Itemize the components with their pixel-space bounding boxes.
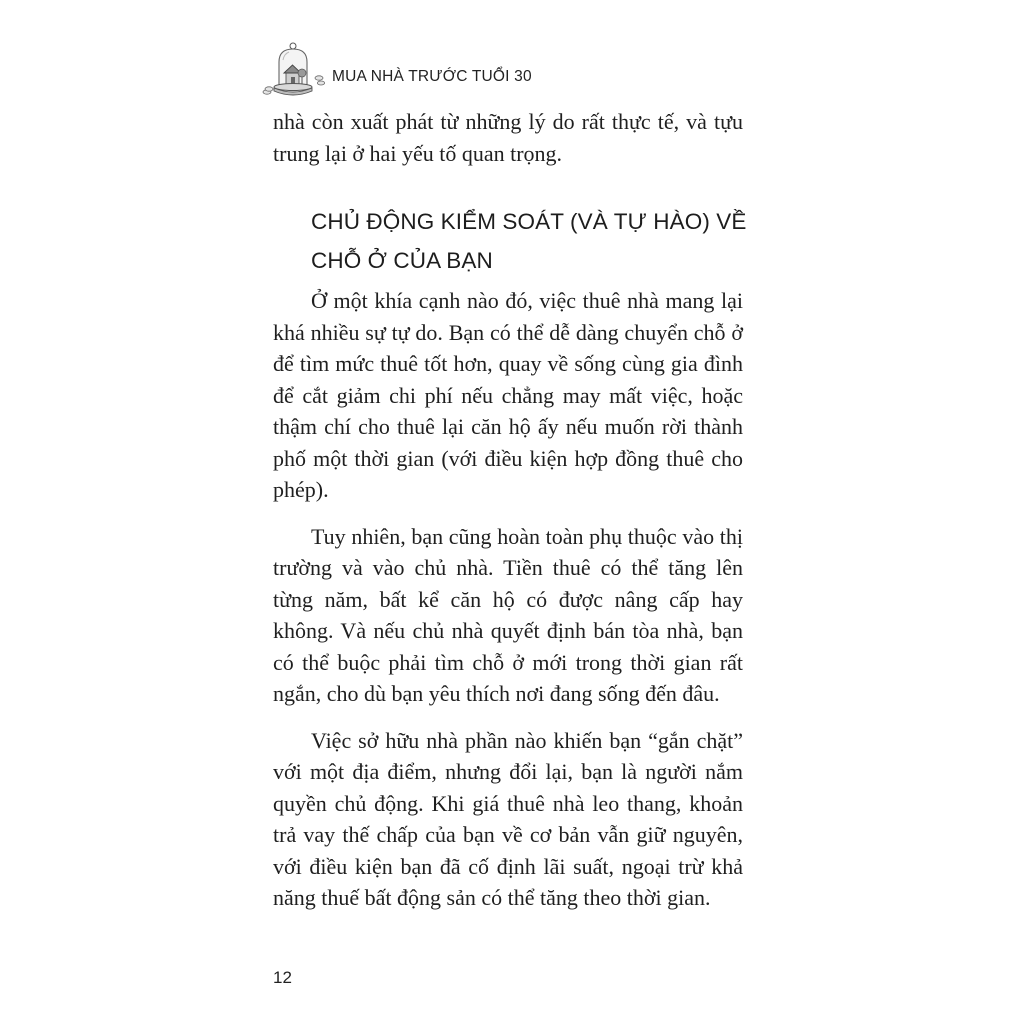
section-body bbox=[273, 285, 743, 929]
intro-paragraph: nhà còn xuất phát từ những lý do rất thực tế, và tựu trung lại ở hai yếu tố quan trọng. bbox=[273, 109, 743, 166]
paragraph: Ở một khía cạnh nào đó, việc thuê nhà mang lại khá nhiều sự tự do. Bạn có thể dễ dàng chuyển chỗ ở để tìm mức thuê tốt hơn, quay về sống cùng gia đình để cắt giảm chi phí nếu chẳng may mất việc, hoặc thậm chí cho thuê lại căn hộ ấy nếu muốn rời thành phố một thời gian (với điều kiện hợp đồng thuê cho phép). bbox=[273, 288, 743, 502]
section-heading: CHỦ ĐỘNG KIỂM SOÁT (VÀ TỰ HÀO) VỀ CHỖ Ở CỦA BẠN bbox=[311, 209, 747, 273]
running-head-title: MUA NHÀ TRƯỚC TUỔI 30 bbox=[332, 68, 532, 85]
running-head bbox=[262, 36, 532, 106]
paragraph: Tuy nhiên, bạn cũng hoàn toàn phụ thuộc vào thị trường và vào chủ nhà. Tiền thuê có thể tăng lên từng năm, bất kể căn hộ có được nâng cấp hay không. Và nếu chủ nhà quyết định bán tòa nhà, bạn có thể buộc phải tìm chỗ ở mới trong thời gian rất ngắn, cho dù bạn yêu thích nơi đang sống đến đâu. bbox=[273, 523, 743, 706]
paragraph: Việc sở hữu nhà phần nào khiến bạn “gắn chặt” với một địa điểm, nhưng đổi lại, bạn là người nắm quyền chủ động. Khi giá thuê nhà leo thang, khoản trả vay thế chấp của bạn về cơ bản vẫn giữ nguyên, với điều kiện bạn đã cố định lãi suất, ngoại trừ khả năng thuế bất động sản có thể tăng theo thời gian. bbox=[273, 727, 743, 910]
bell-jar-house-icon bbox=[262, 40, 326, 102]
page-number: 12 bbox=[273, 968, 292, 987]
